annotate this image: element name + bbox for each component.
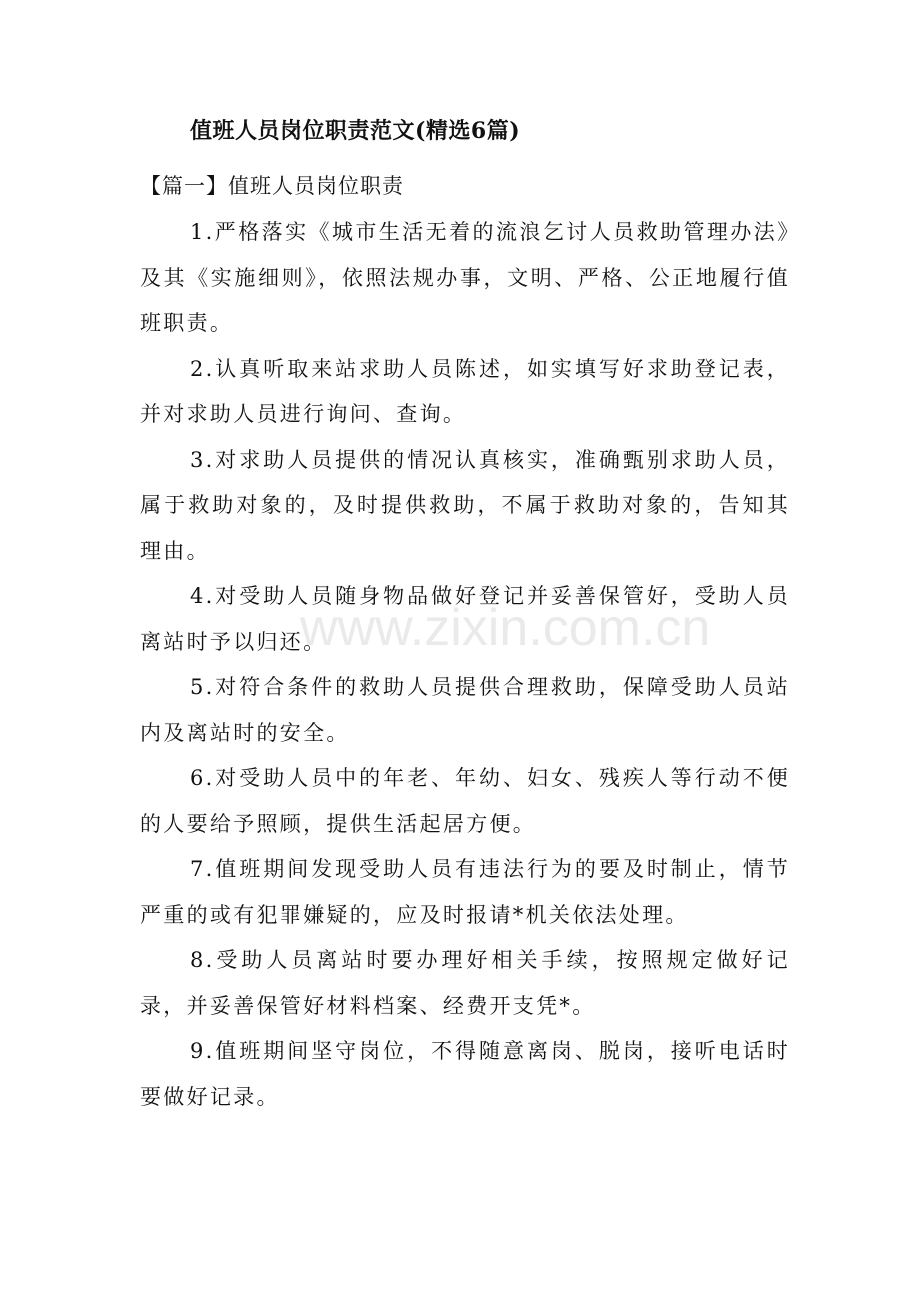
duty-item-3: 3.对求助人员提供的情况认真核实，准确甄别求助人员，属于救助对象的，及时提供救助，不属于救助对象的，告知其理由。 xyxy=(140,447,790,563)
document-title: 值班人员岗位职责范文(精选6篇) xyxy=(190,118,521,144)
duty-item-8: 8.受助人员离站时要办理好相关手续，按照规定做好记录，并妥善保管好材料档案、经费开支凭*。 xyxy=(140,948,790,1018)
duty-item-9: 9.值班期间坚守岗位，不得随意离岗、脱岗，接听电话时要做好记录。 xyxy=(140,1039,790,1109)
duty-item-2: 2.认真听取来站求助人员陈述，如实填写好求助登记表，并对求助人员进行询问、查询。 xyxy=(140,356,790,426)
watermark: www.zixin.com.cn xyxy=(300,599,711,657)
section-heading: 【篇一】值班人员岗位职责 xyxy=(140,174,404,198)
duty-item-1: 1.严格落实《城市生活无着的流浪乞讨人员救助管理办法》及其《实施细则》，依照法规办事，文明、严格、公正地履行值班职责。 xyxy=(140,220,790,335)
duty-item-6: 6.对受助人员中的年老、年幼、妇女、残疾人等行动不便的人要给予照顾，提供生活起居方便。 xyxy=(140,766,790,836)
document-body xyxy=(140,210,790,1120)
duty-item-7: 7.值班期间发现受助人员有违法行为的要及时制止，情节严重的或有犯罪嫌疑的，应及时报请*机关依法处理。 xyxy=(140,857,790,927)
duty-item-4: 4.对受助人员随身物品做好登记并妥善保管好，受助人员离站时予以归还。 xyxy=(140,584,790,654)
duty-item-5: 5.对符合条件的救助人员提供合理救助，保障受助人员站内及离站时的安全。 xyxy=(140,675,790,745)
